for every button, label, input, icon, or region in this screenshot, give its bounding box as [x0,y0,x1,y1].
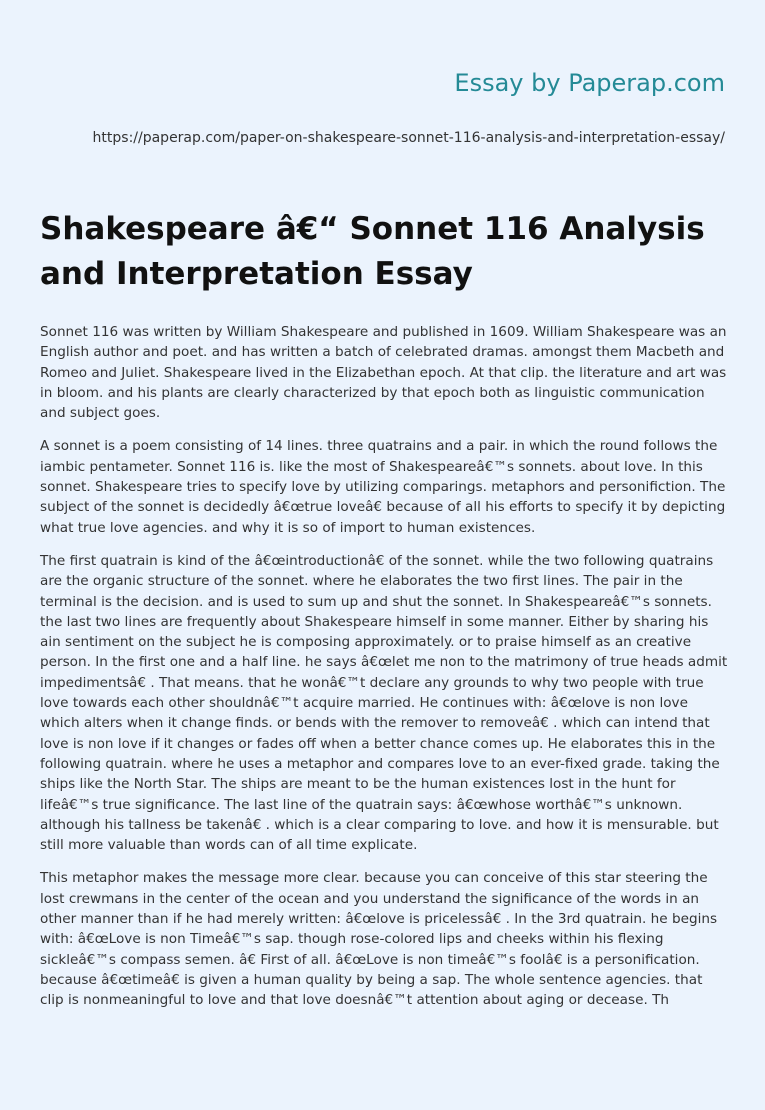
essay-title: Shakespeare â€“ Sonnet 116 Analysis and Interpretation Essay [40,211,705,292]
essay-body [40,322,728,1024]
essay-paragraph: The first quatrain is kind of the â€œintroductionâ€ of the sonnet. while the two following quatrains are the organic structure of the sonnet. where he elaborates the two first lines. The pair in the terminal is the decision. and is used to sum up and shut the sonnet. In Shakespeareâ€™s sonnets. the last two lines are frequently about Shakespeare himself in some manner. Either by sharing his ain sentiment on the subject he is composing approximately. or to praise himself as an creative person. In the first one and a half line. he says â€œlet me non to the matrimony of true heads admit impedimentsâ€ . That means. that he wonâ€™t declare any grounds to why two people with true love towards each other shouldnâ€™t acquire married. He continues with: â€œlove is non love which alters when it change finds. or bends with the remover to removeâ€ . which can intend that love is non love if it changes or fades off when a better chance comes up. He elaborates this in the following quatrain. where he uses a metaphor and compares love to an ever-fixed grade. taking the ships like the North Star. The ships are meant to be the human existences lost in the hunt for lifeâ€™s true significance. The last line of the quatrain says: â€œwhose worthâ€™s unknown. although his tallness be takenâ€ . which is a clear comparing to love. and how it is mensurable. but still more valuable than words can of all time explicate. [40,552,728,854]
source-url: https://paperap.com/paper-on-shakespeare-sonnet-116-analysis-and-interpretation-essay/ [92,130,725,146]
essay-paragraph: Sonnet 116 was written by William Shakespeare and published in 1609. William Shakespeare was an English author and poet. and has written a batch of celebrated dramas. amongst them Macbeth and Romeo and Juliet. Shakespeare lived in the Elizabethan epoch. At that clip. the literature and art was in bloom. and his plants are clearly characterized by that epoch both as linguistic communication and subject goes. [40,324,727,422]
essay-paragraph: This metaphor makes the message more clear. because you can conceive of this star steering the lost crewmans in the center of the ocean and you understand the significance of the words in an other manner than if he had merely written: â€œlove is pricelessâ€ . In the 3rd quatrain. he begins with: â€œLove is non Timeâ€™s sap. though rose-colored lips and cheeks within his flexing sickleâ€™s compass semen. â€ First of all. â€œLove is non timeâ€™s foolâ€ is a personification. because â€œtimeâ€ is given a human quality by being a sap. The whole sentence agencies. that clip is nonmeaningful to love and that love doesnâ€™t attention about aging or decease. Th [40,870,718,1009]
site-brand: Essay by Paperap.com [454,69,725,97]
essay-paragraph: A sonnet is a poem consisting of 14 lines. three quatrains and a pair. in which the round follows the iambic pentameter. Sonnet 116 is. like the most of Shakespeareâ€™s sonnets. about love. In this sonnet. Shakespeare tries to specify love by utilizing comparings. metaphors and personifiction. The subject of the sonnet is decidedly â€œtrue loveâ€ because of all his efforts to specify it by depicting what true love agencies. and why it is so of import to human existences. [40,438,726,536]
